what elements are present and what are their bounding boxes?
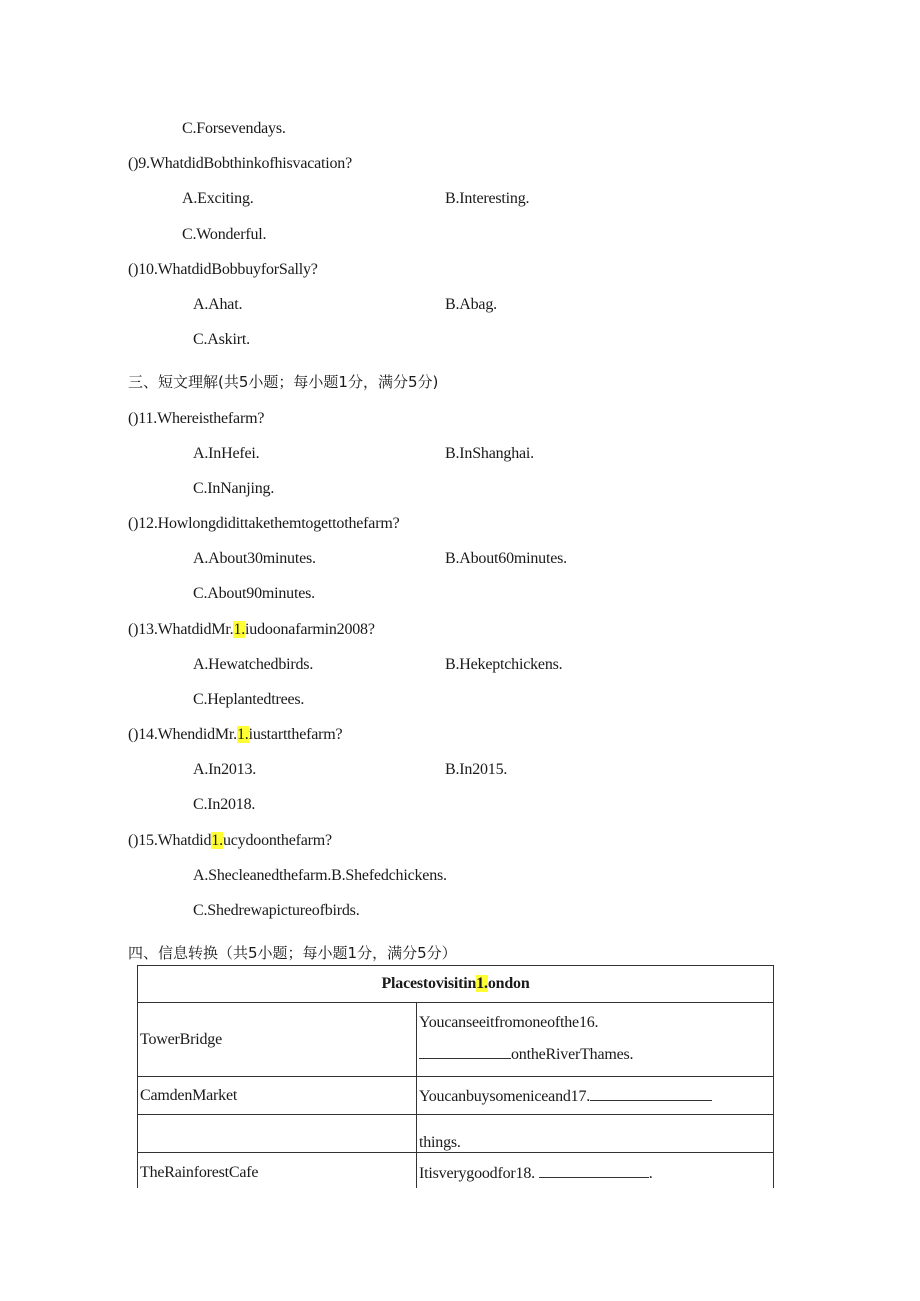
table-title-post: ondon <box>487 975 530 992</box>
info-line-1: Youcanseeitfromoneofthe16. <box>419 1013 599 1031</box>
q10-option-c: C.Askirt. <box>193 331 250 348</box>
info-cell <box>417 1153 774 1193</box>
q11-option-c: C.InNanjing. <box>193 480 275 497</box>
info-text: Itisverygoodfor18. <box>419 1164 535 1182</box>
info-line-2 <box>419 1036 771 1070</box>
highlight-mark: 1. <box>236 726 249 743</box>
place-cell: TowerBridge <box>138 1003 417 1077</box>
q10-option-a: A.Ahat. <box>193 296 243 313</box>
page-cutoff <box>0 1188 920 1218</box>
q12-option-c: C.About90minutes. <box>193 585 315 602</box>
q13-option-a: A.Hewatchedbirds. <box>193 656 314 673</box>
q13-stem-pre: ()13.WhatdidMr. <box>128 621 234 638</box>
q15-stem <box>128 832 332 850</box>
info-cell <box>417 1077 774 1115</box>
q15-options-a-b: A.Shecleanedthefarm.B.Shefedchickens. <box>193 867 447 884</box>
answer-blank[interactable] <box>539 1163 649 1178</box>
highlight-mark: 1. <box>233 621 246 638</box>
q15-stem-post: ucydoonthefarm? <box>222 832 332 849</box>
q12-stem: ()12.Howlongdidittakethemtogettothefarm? <box>128 515 400 532</box>
table-title-row <box>138 966 774 1003</box>
table-row <box>138 1003 774 1077</box>
q13-stem-post: iudoonafarmin2008? <box>245 621 375 638</box>
q14-option-a: A.In2013. <box>193 761 257 778</box>
place-cell: CamdenMarket <box>138 1077 417 1115</box>
info-text: Youcanbuysomeniceand17. <box>419 1087 591 1105</box>
q14-stem-pre: ()14.WhendidMr. <box>128 726 237 743</box>
section3-heading: 三、短文理解(共5小题；每小题1分，满分5分) <box>128 373 439 391</box>
q14-stem-post: iustartthefarm? <box>248 726 343 743</box>
q9-option-a: A.Exciting. <box>182 190 254 207</box>
table-title-pre: Placestovisitin <box>381 975 477 992</box>
highlight-mark: 1. <box>476 975 488 992</box>
info-table <box>137 965 774 1193</box>
q13-option-b: B.Hekeptchickens. <box>445 656 563 673</box>
q12-option-a: A.About30minutes. <box>193 550 316 567</box>
answer-blank[interactable] <box>419 1044 511 1059</box>
info-cell <box>417 1003 774 1077</box>
q9-option-c: C.Wonderful. <box>182 226 267 243</box>
info-cell <box>417 1115 774 1153</box>
info-tail: . <box>648 1164 653 1182</box>
q15-option-c: C.Shedrewapictureofbirds. <box>193 902 360 919</box>
q14-option-c: C.In2018. <box>193 796 256 813</box>
table-title <box>138 966 774 1003</box>
q15-stem-pre: ()15.Whatdid <box>128 832 212 849</box>
place-cell: TheRainforestCafe <box>138 1153 417 1193</box>
q11-stem: ()11.Whereisthefarm? <box>128 410 265 427</box>
q13-option-c: C.Heplantedtrees. <box>193 691 305 708</box>
highlight-mark: 1. <box>211 832 223 849</box>
place-cell <box>138 1115 417 1153</box>
q12-option-b: B.About60minutes. <box>445 550 567 567</box>
table-row <box>138 1115 774 1153</box>
q10-stem: ()10.WhatdidBobbuyforSally? <box>128 261 318 278</box>
q14-stem <box>128 726 342 744</box>
q9-stem: ()9.WhatdidBobthinkofhisvacation? <box>128 155 353 172</box>
info-text: things. <box>419 1134 461 1151</box>
q9-option-b: B.Interesting. <box>445 190 530 207</box>
section4-heading: 四、信息转换（共5小题；每小题1分，满分5分） <box>128 944 457 962</box>
q10-option-b: B.Abag. <box>445 296 497 313</box>
info-line-2-text: ontheRiverThames. <box>511 1045 634 1063</box>
q13-stem <box>128 621 375 639</box>
q11-option-b: B.InShanghai. <box>445 445 534 462</box>
q14-option-b: B.In2015. <box>445 761 508 778</box>
q11-option-a: A.InHefei. <box>193 445 260 462</box>
table-row <box>138 1077 774 1115</box>
table-row <box>138 1153 774 1193</box>
q8-option-c: C.Forsevendays. <box>182 120 286 137</box>
answer-blank[interactable] <box>590 1086 712 1101</box>
